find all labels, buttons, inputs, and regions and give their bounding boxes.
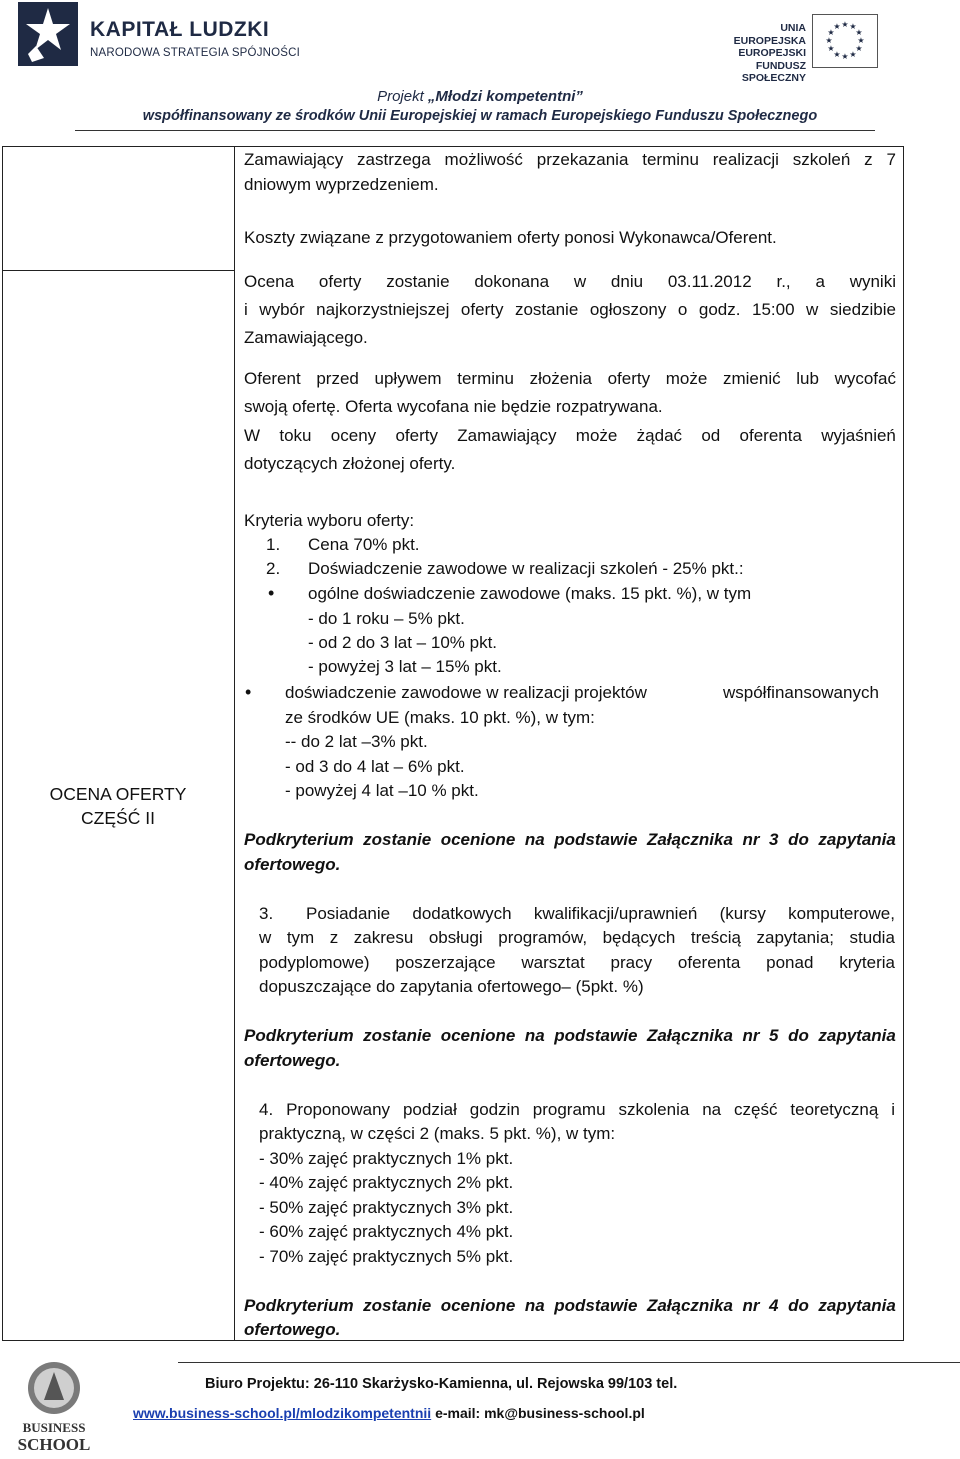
word: Podkryterium <box>244 830 354 849</box>
word: zostanie <box>363 830 432 849</box>
b1-sub2: - od 2 do 3 lat – 10% pkt. <box>308 633 498 652</box>
kapital-ludzki-logo-icon <box>18 2 78 66</box>
word: na <box>524 1296 545 1315</box>
word: dokonana <box>474 272 550 291</box>
word: i <box>891 1100 895 1119</box>
word: toku <box>279 426 312 445</box>
word: do <box>788 1296 809 1315</box>
word: Załącznika <box>646 830 733 849</box>
b2-line2: ze środków UE (maks. 10 pkt. %), w tym: <box>285 708 595 727</box>
word: podstawie <box>554 1296 638 1315</box>
criteria-heading: Kryteria wyboru oferty: <box>244 511 415 530</box>
word: Proponowany <box>286 1100 391 1119</box>
word: zapytania; <box>756 928 835 947</box>
ue-line3: FUNDUSZ SPOŁECZNY <box>741 59 806 84</box>
logo-subtitle: NARODOWA STRATEGIA SPÓJNOŚCI <box>90 47 301 59</box>
p3-line2 <box>244 298 896 323</box>
word: terminu <box>642 150 699 169</box>
word: Oferent <box>244 369 301 388</box>
word: do <box>788 830 809 849</box>
project-title <box>0 88 960 105</box>
footer-divider <box>178 1362 960 1363</box>
word: nr <box>742 1026 760 1045</box>
word: siedzibie <box>829 300 896 319</box>
b1-sub1: - do 1 roku – 5% pkt. <box>308 609 465 628</box>
word: możliwość <box>444 150 523 169</box>
word: warsztat <box>521 953 585 972</box>
word: ocenione <box>440 830 516 849</box>
svg-text:★: ★ <box>825 36 833 45</box>
word: złożenia <box>529 369 592 388</box>
eu-flag-icon <box>812 14 878 68</box>
word: będących <box>602 928 676 947</box>
p2: Koszty związane z przygotowaniem oferty ponosi Wykonawca/Oferent. <box>244 228 777 247</box>
word: poszerzające <box>395 953 496 972</box>
c3-num: 3. <box>259 904 274 923</box>
word: podstawie <box>554 1026 638 1045</box>
svg-text:★: ★ <box>841 52 849 61</box>
project-prefix: Projekt <box>377 88 428 105</box>
c4-line1 <box>259 1098 895 1123</box>
c3-line4: dopuszczające do zapytania ofertowego– (5pkt. %) <box>259 977 644 996</box>
table-column-divider <box>234 146 235 1341</box>
word: 4. <box>259 1100 274 1119</box>
word: godzin <box>469 1100 520 1119</box>
word: podstawie <box>554 830 638 849</box>
word: szkoleń <box>792 150 851 169</box>
word: do <box>788 1026 809 1045</box>
word: Posiadanie <box>306 904 391 923</box>
subcriterion3-line2: ofertowego. <box>244 855 341 874</box>
word: oceny <box>330 426 377 445</box>
p4-line1 <box>244 367 896 392</box>
b2-line1-right: współfinansowanych <box>723 683 879 702</box>
word: 4 <box>769 1296 779 1315</box>
word: zostanie <box>386 272 450 291</box>
b2-sub3: - powyżej 4 lat –10 % pkt. <box>285 781 479 800</box>
word: najkorzystniejszej <box>316 300 450 319</box>
p3-line1 <box>244 270 896 295</box>
word: podział <box>402 1100 457 1119</box>
c4-sub5: - 70% zajęć praktycznych 5% pkt. <box>259 1247 514 1266</box>
word: przed <box>316 369 359 388</box>
word: (kursy <box>719 904 766 923</box>
word: Podkryterium <box>244 1296 354 1315</box>
word: przekazania <box>536 150 629 169</box>
word: oferty <box>318 272 362 291</box>
website-link[interactable]: www.business-school.pl/mlodzikompetentnii <box>133 1405 432 1421</box>
word: 3 <box>769 830 779 849</box>
word: 15:00 <box>751 300 795 319</box>
subcriterion5-line1 <box>244 1024 896 1049</box>
word: ogłoszony <box>589 300 667 319</box>
word: ocenione <box>440 1296 516 1315</box>
svg-text:★: ★ <box>855 44 863 53</box>
word: oferty <box>607 369 651 388</box>
c4-sub1: - 30% zajęć praktycznych 1% pkt. <box>259 1149 514 1168</box>
svg-text:★: ★ <box>827 44 835 53</box>
word: 7 <box>886 150 896 169</box>
ue-label <box>706 22 806 85</box>
word: terminu <box>457 369 514 388</box>
word: i <box>244 300 248 319</box>
word: zapytania <box>818 1026 896 1045</box>
word: wyjaśnień <box>821 426 896 445</box>
word: dodatkowych <box>412 904 512 923</box>
project-name: „Młodzi kompetentni” <box>427 88 583 105</box>
word: Zamawiający <box>244 150 344 169</box>
c4-sub3: - 50% zajęć praktycznych 3% pkt. <box>259 1198 514 1217</box>
word: zastrzega <box>357 150 431 169</box>
word: ocenione <box>440 1026 516 1045</box>
word: godz. <box>698 300 741 319</box>
word: nr <box>742 1296 760 1315</box>
word: programów, <box>498 928 588 947</box>
word: a <box>815 272 825 291</box>
svg-text:★: ★ <box>833 22 841 31</box>
word: dniu <box>610 272 644 291</box>
word: zakresu <box>353 928 414 947</box>
word: obsługi <box>428 928 483 947</box>
word: na <box>524 1026 545 1045</box>
word: r., <box>776 272 791 291</box>
contact-line <box>133 1405 645 1421</box>
word: o <box>677 300 688 319</box>
word: upływem <box>374 369 442 388</box>
svg-text:★: ★ <box>833 50 841 59</box>
svg-text:★: ★ <box>827 28 835 37</box>
word: w <box>259 928 272 947</box>
word: W <box>244 426 261 445</box>
section-label-line2: CZĘŚĆ II <box>81 808 155 828</box>
svg-text:★: ★ <box>849 22 857 31</box>
b1-text: ogólne doświadczenie zawodowe (maks. 15 pkt. %), w tym <box>308 584 752 603</box>
word: teoretyczną <box>790 1100 879 1119</box>
word: oferenta <box>677 953 741 972</box>
svg-text:★: ★ <box>849 50 857 59</box>
logo-line1: BUSINESS <box>22 1420 86 1435</box>
word: podyplomowe) <box>259 953 370 972</box>
b1-sub3: - powyżej 3 lat – 15% pkt. <box>308 657 502 676</box>
c4-sub4: - 60% zajęć praktycznych 4% pkt. <box>259 1222 514 1241</box>
p4-line2a: swoją ofertę. <box>244 397 341 416</box>
word: wybór <box>259 300 305 319</box>
word: Zamawiający <box>457 426 557 445</box>
word: wycofać <box>834 369 896 388</box>
cofinanced-line: współfinansowany ze środków Unii Europejskiej w ramach Europejskiego Funduszu Społecznego <box>142 108 818 124</box>
b2-sub2: - od 3 do 4 lat – 6% pkt. <box>285 757 465 776</box>
word: w <box>806 300 819 319</box>
word: wyniki <box>849 272 896 291</box>
c2-num: 2. <box>266 559 281 578</box>
business-school-logo <box>14 1360 94 1454</box>
c1-num: 1. <box>266 535 281 554</box>
p4-line2b: Oferta wycofana nie będzie rozpatrywana. <box>340 397 663 416</box>
word: oferenta <box>739 426 802 445</box>
section-label <box>2 782 234 830</box>
word: Podkryterium <box>244 1026 354 1045</box>
word: może <box>575 426 618 445</box>
word: programu <box>532 1100 606 1119</box>
word: Załącznika <box>646 1296 733 1315</box>
p4-line2 <box>244 395 663 420</box>
word: lub <box>796 369 819 388</box>
word: zapytania <box>818 830 896 849</box>
word: żądać <box>636 426 683 445</box>
word: w <box>573 272 587 291</box>
c2-text: Doświadczenie zawodowe w realizacji szkoleń - 25% pkt.: <box>308 559 744 578</box>
word: część <box>734 1100 778 1119</box>
word: na <box>702 1100 722 1119</box>
svg-text:★: ★ <box>857 36 865 45</box>
word: kryteria <box>839 953 895 972</box>
word: 03.11.2012 <box>667 272 752 291</box>
ue-line1: UNIA EUROPEJSKA <box>733 22 806 47</box>
word: od <box>701 426 721 445</box>
word: zostanie <box>363 1026 432 1045</box>
p5-line2: dotyczących złożonej oferty. <box>244 454 456 473</box>
p3-line3: Zamawiającego. <box>244 328 368 347</box>
word: 5 <box>769 1026 779 1045</box>
word: Załącznika <box>646 1026 733 1045</box>
word: oferty <box>460 300 504 319</box>
svg-text:★: ★ <box>841 20 849 29</box>
section-label-line1: OCENA OFERTY <box>49 784 187 804</box>
word: realizacji <box>712 150 779 169</box>
b2-line1-left: doświadczenie zawodowe w realizacji projektów <box>285 683 647 702</box>
logo-title: KAPITAŁ LUDZKI <box>90 18 270 41</box>
word: zostanie <box>514 300 579 319</box>
word: szkolenia <box>618 1100 690 1119</box>
subcriterion5-line2: ofertowego. <box>244 1051 341 1070</box>
word: zapytania <box>818 1296 896 1315</box>
logo-line2: SCHOOL <box>17 1435 91 1454</box>
word: Ocena <box>244 272 295 291</box>
word: może <box>665 369 708 388</box>
c3-line3 <box>259 951 895 976</box>
c4-sub2: - 40% zajęć praktycznych 2% pkt. <box>259 1173 514 1192</box>
email-text: e-mail: mk@business-school.pl <box>431 1405 645 1421</box>
word: tym <box>286 928 315 947</box>
word: pracy <box>610 953 653 972</box>
office-address: Biuro Projektu: 26-110 Skarżysko-Kamienna, ul. Rejowska 99/103 tel. <box>205 1376 678 1392</box>
p5-line1 <box>244 424 896 449</box>
subcriterion4-line2: ofertowego. <box>244 1320 341 1339</box>
svg-text:★: ★ <box>855 28 863 37</box>
word: z <box>329 928 339 947</box>
word: komputerowe, <box>788 904 895 923</box>
c3-line1 <box>306 902 895 927</box>
word: nr <box>742 830 760 849</box>
b2-sub1: -- do 2 lat –3% pkt. <box>285 732 428 751</box>
word: treścią <box>690 928 741 947</box>
table-row-divider <box>2 270 234 271</box>
subcriterion3-line1 <box>244 828 896 853</box>
word: studia <box>849 928 895 947</box>
c1-text: Cena 70% pkt. <box>308 535 420 554</box>
word: ponad <box>766 953 814 972</box>
p1-line2: dniowym wyprzedzeniem. <box>244 175 439 194</box>
bullet-icon: • <box>268 583 275 603</box>
word: kwalifikacji/uprawnień <box>533 904 698 923</box>
p1-line1 <box>244 148 896 173</box>
word: zmienić <box>722 369 781 388</box>
word: na <box>524 830 545 849</box>
header-divider <box>75 130 875 131</box>
c4-line2: praktyczną, w części 2 (maks. 5 pkt. %), w tym: <box>259 1124 616 1143</box>
subcriterion4-line1 <box>244 1294 896 1319</box>
word: zostanie <box>363 1296 432 1315</box>
c3-line2 <box>259 926 895 951</box>
bullet-icon: • <box>245 682 252 702</box>
ue-line2: EUROPEJSKI <box>738 47 806 59</box>
word: z <box>864 150 873 169</box>
word: oferty <box>395 426 438 445</box>
